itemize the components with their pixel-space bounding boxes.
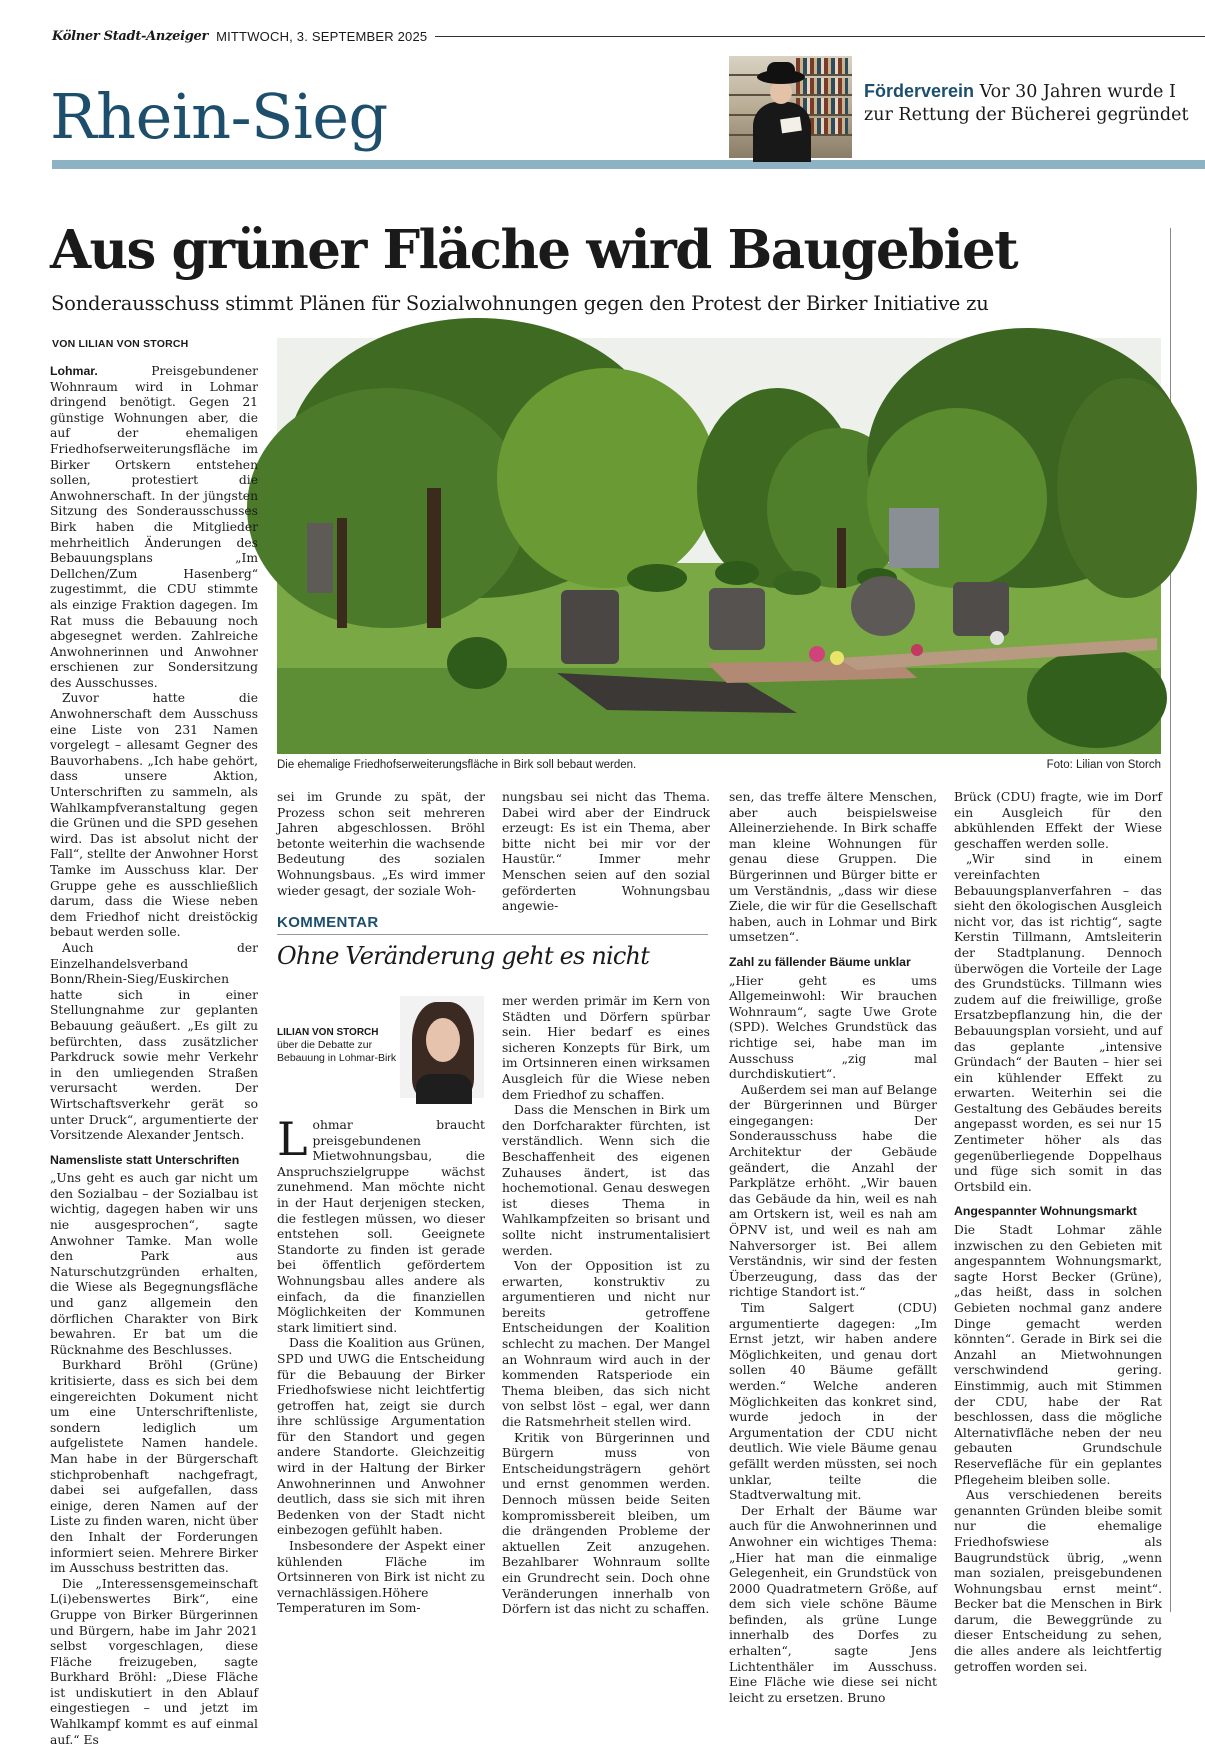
article-column-3 <box>502 790 710 914</box>
paragraph: mer werden primär im Kern von Städten und Dörfern spürbar sein. Hier bedarf es eines sicheren Konzepts für Birk, um im Ortsinneren einen wirksamen Ausgleich für die Wiese neben dem Friedhof zu schaffen. <box>502 994 710 1102</box>
section-title: Rhein-Sieg <box>50 80 388 153</box>
teaser-photo[interactable] <box>729 56 852 158</box>
article-column-5 <box>954 790 1162 1674</box>
article-headline: Aus grüner Fläche wird Baugebiet <box>50 219 1018 281</box>
article-byline: VON LILIAN VON STORCH <box>52 338 189 350</box>
cemetery-photo-illustration <box>277 338 1161 754</box>
author-description: über die Debatte zur Bebauung in Lohmar-Birk <box>277 1039 397 1064</box>
issue-date: MITTWOCH, 3. SEPTEMBER 2025 <box>216 28 428 44</box>
paragraph: Die Stadt Lohmar zähle inzwischen zu den Gebieten mit angespanntem Wohnungsmarkt, sagte Horst Becker (Grüne), „das heißt, dass in solchen Gebieten nochmal ganz andere Dinge gemacht werden könnten“. Gerade in Birk sei die Anzahl an Mietwohnungen verschwindend gering. Einstimmig, auch mit Stimmen der CDU, habe der Rat beschlossen, dass die mögliche Alternativfläche neben der neu gebauten Grundschule Reservefläche für ein geplantes Pflegeheim bleiben solle. <box>954 1223 1162 1487</box>
paragraph: Aus verschiedenen bereits genannten Gründen bleibe somit nur die ehemalige Friedhofswiese als Baugrundstück übrig, „wenn man sozialen, preisgebundenen Wohnungsbau ernst meint“. Becker bat die Menschen in Birk darum, die Beweggründe zu dieser Entscheidung zu sehen, die alles andere als leichtfertig getroffen worden sei. <box>954 1488 1162 1674</box>
dateline-place: Lohmar. <box>50 364 98 378</box>
paragraph: „Uns geht es auch gar nicht um den Sozialbau – der Sozialbau ist wichtig, dagegen haben wir uns nie ausgesprochen“, sagte Anwohner Tamke. Man wolle den Park aus Naturschutzgründen erhalten, die Wiese als Begegnungsfläche und ganz allgemein den dörflichen Charakter von Birk bewahren. Er bat um die Rücknahme des Beschlusses. <box>50 1171 258 1357</box>
paragraph: nungsbau sei nicht das Thema. Dabei wird aber der Eindruck erzeugt: Es ist ein Thema, aber bitte nicht bei mir vor der Haustür.“ Immer mehr Menschen seien auf den sozial geförderten Wohnungsbau angewie- <box>502 790 710 914</box>
teaser-line1: Vor 30 Jahren wurde I <box>979 82 1176 102</box>
paragraph: Dass die Koalition aus Grünen, SPD und UWG die Entscheidung für die Bebauung der Birker Friedhofswiese nicht leichtfertig getroffen hat, zeigt sie durch ihre schlüssige Argumentation für den Standort und gegen andere Standorte. Gleichzeitig wird in der Haltung der Birker Anwohnerinnen und Anwohner deutlich, dass sie sich mit ihren Bedenken von der Stadt nicht einbezogen gefühlt haben. <box>277 1336 485 1538</box>
masthead-rule <box>435 36 1205 37</box>
paragraph: Tim Salgert (CDU) argumentierte dagegen: „Im Ernst jetzt, wir haben andere Möglichkeiten, und genau dort sollen 40 Bäume gefällt werden.“ Welche anderen Möglichkeiten das konkret sind, wurde jedoch in der Argumentation der CDU nicht deutlich. Wie viele Bäume genau gefällt werden müssten, sei noch unklar, teilte die Stadtverwaltung mit. <box>729 1301 937 1503</box>
dropcap: L <box>277 1112 308 1166</box>
photo-caption <box>277 759 1161 771</box>
subheading: Zahl zu fällender Bäume unklar <box>729 954 911 969</box>
paragraph: Außerdem sei man auf Belange der Bürgerinnen und Bürger eingegangen: Der Sonderausschuss habe die Architektur der Gebäude geändert, die Anzahl der Parkplätze erhöht. „Wir bauen das Gebäude da hin, weil es nah am Ortskern ist, weil es nah am ÖPNV ist, und weil es nah am Nahversorger ist. Bei allem Verständnis, wir sind der festen Überzeugung, dass das der richtige Standort ist.“ <box>729 1082 937 1300</box>
article-column-2 <box>277 790 485 898</box>
article-column-4 <box>729 790 937 1705</box>
paragraph: Auch der Einzelhandelsverband Bonn/Rhein-Sieg/Euskirchen hatte sich in einer Stellungnahme zur geplanten Bebauung geäußert. „Es gilt zu befürchten, dass zusätzlicher Parkdruck sowie mehr Verkehr in den umliegenden Straßen verursacht werden. Der Wirtschaftsverkehr gerät so unter Druck“, argumentierte der Vorsitzende Alexander Jentsch. <box>50 940 258 1143</box>
kommentar-author <box>277 1026 397 1065</box>
teaser-line2: zur Rettung der Bücherei gegründet <box>864 105 1189 125</box>
subheading: Angespannter Wohnungsmarkt <box>954 1204 1137 1219</box>
photo-caption-text: Die ehemalige Friedhofserweiterungsfläche in Birk soll bebaut werden. <box>277 759 637 771</box>
paragraph: sei im Grunde zu spät, der Prozess schon seit mehreren Jahren abgeschlossen. Bröhl betonte weiterhin die wachsende Bedeutung des sozialen Wohnungsbaus. „Es wird immer wieder gesagt, der soziale Woh- <box>277 790 485 898</box>
paragraph: Lohmar. Preisgebundener Wohnraum wird in Lohmar dringend benötigt. Gegen 21 günstige Wohnungen aber, die auf der ehemaligen Friedhofserweiterungsfläche im Birker Ortskern entstehen sollen, protestiert die Anwohnerschaft. In der jüngsten Sitzung des Sonderausschusses Birk haben die Mitglieder mehrheitlich Änderungen des Bebauungsplans „Im Dellchen/Zum Hasenberg“ zugestimmt, die CDU stimmte als einzige Fraktion dagegen. Im Rat muss die Bebauung noch abgesegnet werden. Zahlreiche Anwohnerinnen und Anwohner erschienen zur Sondersitzung des Ausschusses. <box>50 364 258 690</box>
paragraph: Lohmar braucht preisgebundenen Mietwohnungsbau, die Anspruchszielgruppe wächst zunehmend. Man möchte nicht in der Haut derjenigen stecken, die festlegen müssen, wo dieser entstehen soll. Geeignete Standorte zu finden ist gerade bei öffentlich gefördertem Wohnungsbau alles andere als einfach, da die finanziellen Möglichkeiten der Kommunen stark limitiert sind. <box>277 1112 485 1335</box>
paragraph: Von der Opposition ist zu erwarten, konstruktiv zu argumentieren und nicht nur bereits getroffene Entscheidungen der Koalition schlecht zu machen. Der Mangel an Wohnraum wird auch in der kommenden Ratsperiode ein Thema bleiben, das sich nicht von selbst löst – egal, wer dann die Ratsmehrheit stellen wird. <box>502 1259 710 1430</box>
masthead <box>52 26 1205 46</box>
paragraph: „Hier geht es ums Allgemeinwohl: Wir brauchen Wohnraum“, sagte Uwe Grote (SPD). Welches Grundstück das richtige sei, habe man im Ausschuss „zig mal durchdiskutiert“. <box>729 973 937 1082</box>
paragraph: Der Erhalt der Bäume war auch für die Anwohnerinnen und Anwohner ein wichtiges Thema: „Hier hat man die einmalige Gelegenheit, ein Grundstück von 2000 Quadratmetern Größe, auf dem sich viele schöne Bäume befinden, als grüne Lunge innerhalb des Dorfes zu erhalten“, sagte Jens Lichtenthäler im Ausschuss. Eine Fläche wie diese sei nicht leicht zu ersetzen. Bruno <box>729 1503 937 1705</box>
paragraph: Dass die Menschen in Birk um den Dorfcharakter fürchten, ist verständlich. Wenn sich die Beschaffenheit des eigenen Zuhauses ändert, ist das hochemotional. Genau deswegen ist dieses Thema in Wahlkampfzeiten so brisant und sollte nicht instrumentalisiert werden. <box>502 1103 710 1258</box>
paragraph: Insbesondere der Aspekt einer kühlenden Fläche im Ortsinneren von Birk ist nicht zu vernachlässigen.Höhere Temperaturen im Som- <box>277 1539 485 1616</box>
article-column-1 <box>50 364 258 1747</box>
paragraph: Zuvor hatte die Anwohnerschaft dem Ausschuss eine Liste von 231 Namen vorgelegt – allesamt Gegner des Bauvorhabens. „Ich habe gehört, dass unsere Aktion, Unterschriften zu sammeln, als Wahlkampfveranstaltung gegen die Grünen und die SPD gesehen wird. Das ist absolut nicht der Fall“, stellte der Anwohner Horst Tamke im Ausschuss klar. Der Gruppe gehe es ausschließlich darum, dass die Wiese neben dem Friedhof nicht dreistöckig bebaut werden solle. <box>50 691 258 940</box>
author-portrait <box>400 996 484 1098</box>
paragraph: sen, das treffe ältere Menschen, aber auch beispielsweise Alleinerziehende. In Birk schaffe man kleine Wohnungen für genau diese Gruppen. Die Bürgerinnen und Bürger bitte er um Verständnis, „dass wir diese Ziele, die wir für die Gesellschaft haben, auch in Lohmar und Birk umsetzen“. <box>729 790 937 945</box>
photo-credit: Foto: Lilian von Storch <box>1046 759 1161 771</box>
paragraph: Die „Interessensgemeinschaft L(i)ebenswertes Birk“, eine Gruppe von Birker Bürgerinnen und Bürgern, habe im Jahr 2021 selbst vorgeschlagen, diese Fläche freizugeben, sagte Burkhard Bröhl: „Diese Fläche ist undiskutiert in den Ablauf eingestiegen – und jetzt im Wahlkampf kommt es auf einmal auf.“ Es <box>50 1576 258 1747</box>
article-subhead: Sonderausschuss stimmt Plänen für Sozialwohnungen gegen den Protest der Birker Initiative zu <box>51 292 989 315</box>
author-name: LILIAN VON STORCH <box>277 1027 379 1038</box>
kommentar-rule <box>277 934 708 935</box>
kommentar-column-2 <box>502 994 710 1617</box>
newspaper-name: Kölner Stadt-Anzeiger <box>52 28 209 44</box>
subheading: Namensliste statt Unterschriften <box>50 1152 240 1167</box>
kommentar-title: Ohne Veränderung geht es nicht <box>277 942 650 970</box>
cemetery-photo <box>277 338 1161 754</box>
paragraph: Kritik von Bürgerinnen und Bürgern muss von Entscheidungsträgern gehört und ernst genommen werden. Dennoch müssen beide Seiten kompromissbereit bleiben, um die drängenden Probleme der aktuellen Zeit anzugehen. Bezahlbarer Wohnraum sollte ein Grundrecht sein. Doch ohne Veränderungen innerhalb von Dörfern ist das nicht zu schaffen. <box>502 1430 710 1617</box>
kommentar-label: KOMMENTAR <box>277 914 379 931</box>
teaser-text[interactable] <box>864 80 1205 127</box>
paragraph: Brück (CDU) fragte, wie im Dorf ein Ausgleich für den abkühlenden Effekt der Wiese geschaffen werden solle. <box>954 790 1162 851</box>
paragraph: Burkhard Bröhl (Grüne) kritisierte, dass es sich bei dem eingereichten Dokument nicht um eine Unterschriftenliste, sondern lediglich um aufgelistete Namen handele. Man habe in der Bürgerschaft stichprobenhaft nachgefragt, dabei sei aufgefallen, dass einige, deren Namen auf der Liste zu finden waren, nicht über den Inhalt der Forderungen informiert seien. Mehrere Birker im Ausschuss bestritten das. <box>50 1358 258 1576</box>
kommentar-column-1 <box>277 1112 485 1616</box>
section-bar <box>52 160 1205 169</box>
teaser-keyword: Förderverein <box>864 81 975 101</box>
paragraph: „Wir sind in einem vereinfachten Bebauungsplanverfahren – das sieht den ökologischen Ausgleich nicht vor, das ist richtig“, sagte Kerstin Tillmann, Amtsleiterin der Stadtplanung. Dennoch überwögen die Vorteile der Lage des Grundstücks. Tillmann wies zudem auf die freiwillige, große Ersatzbepflanzung hin, die der Bebauungsplan vorsieht, und auf das geplante „intensive Gründach“ der Bauten – hier sei ein kühlender Effekt zu erwarten. Weiterhin sei die Gestaltung des Gebäudes bereits angepasst worden, es sei nur 15 Zentimeter höher als das gegenüberliegende Doppelhaus und füge sich somit in das Ortsbild ein. <box>954 852 1162 1194</box>
